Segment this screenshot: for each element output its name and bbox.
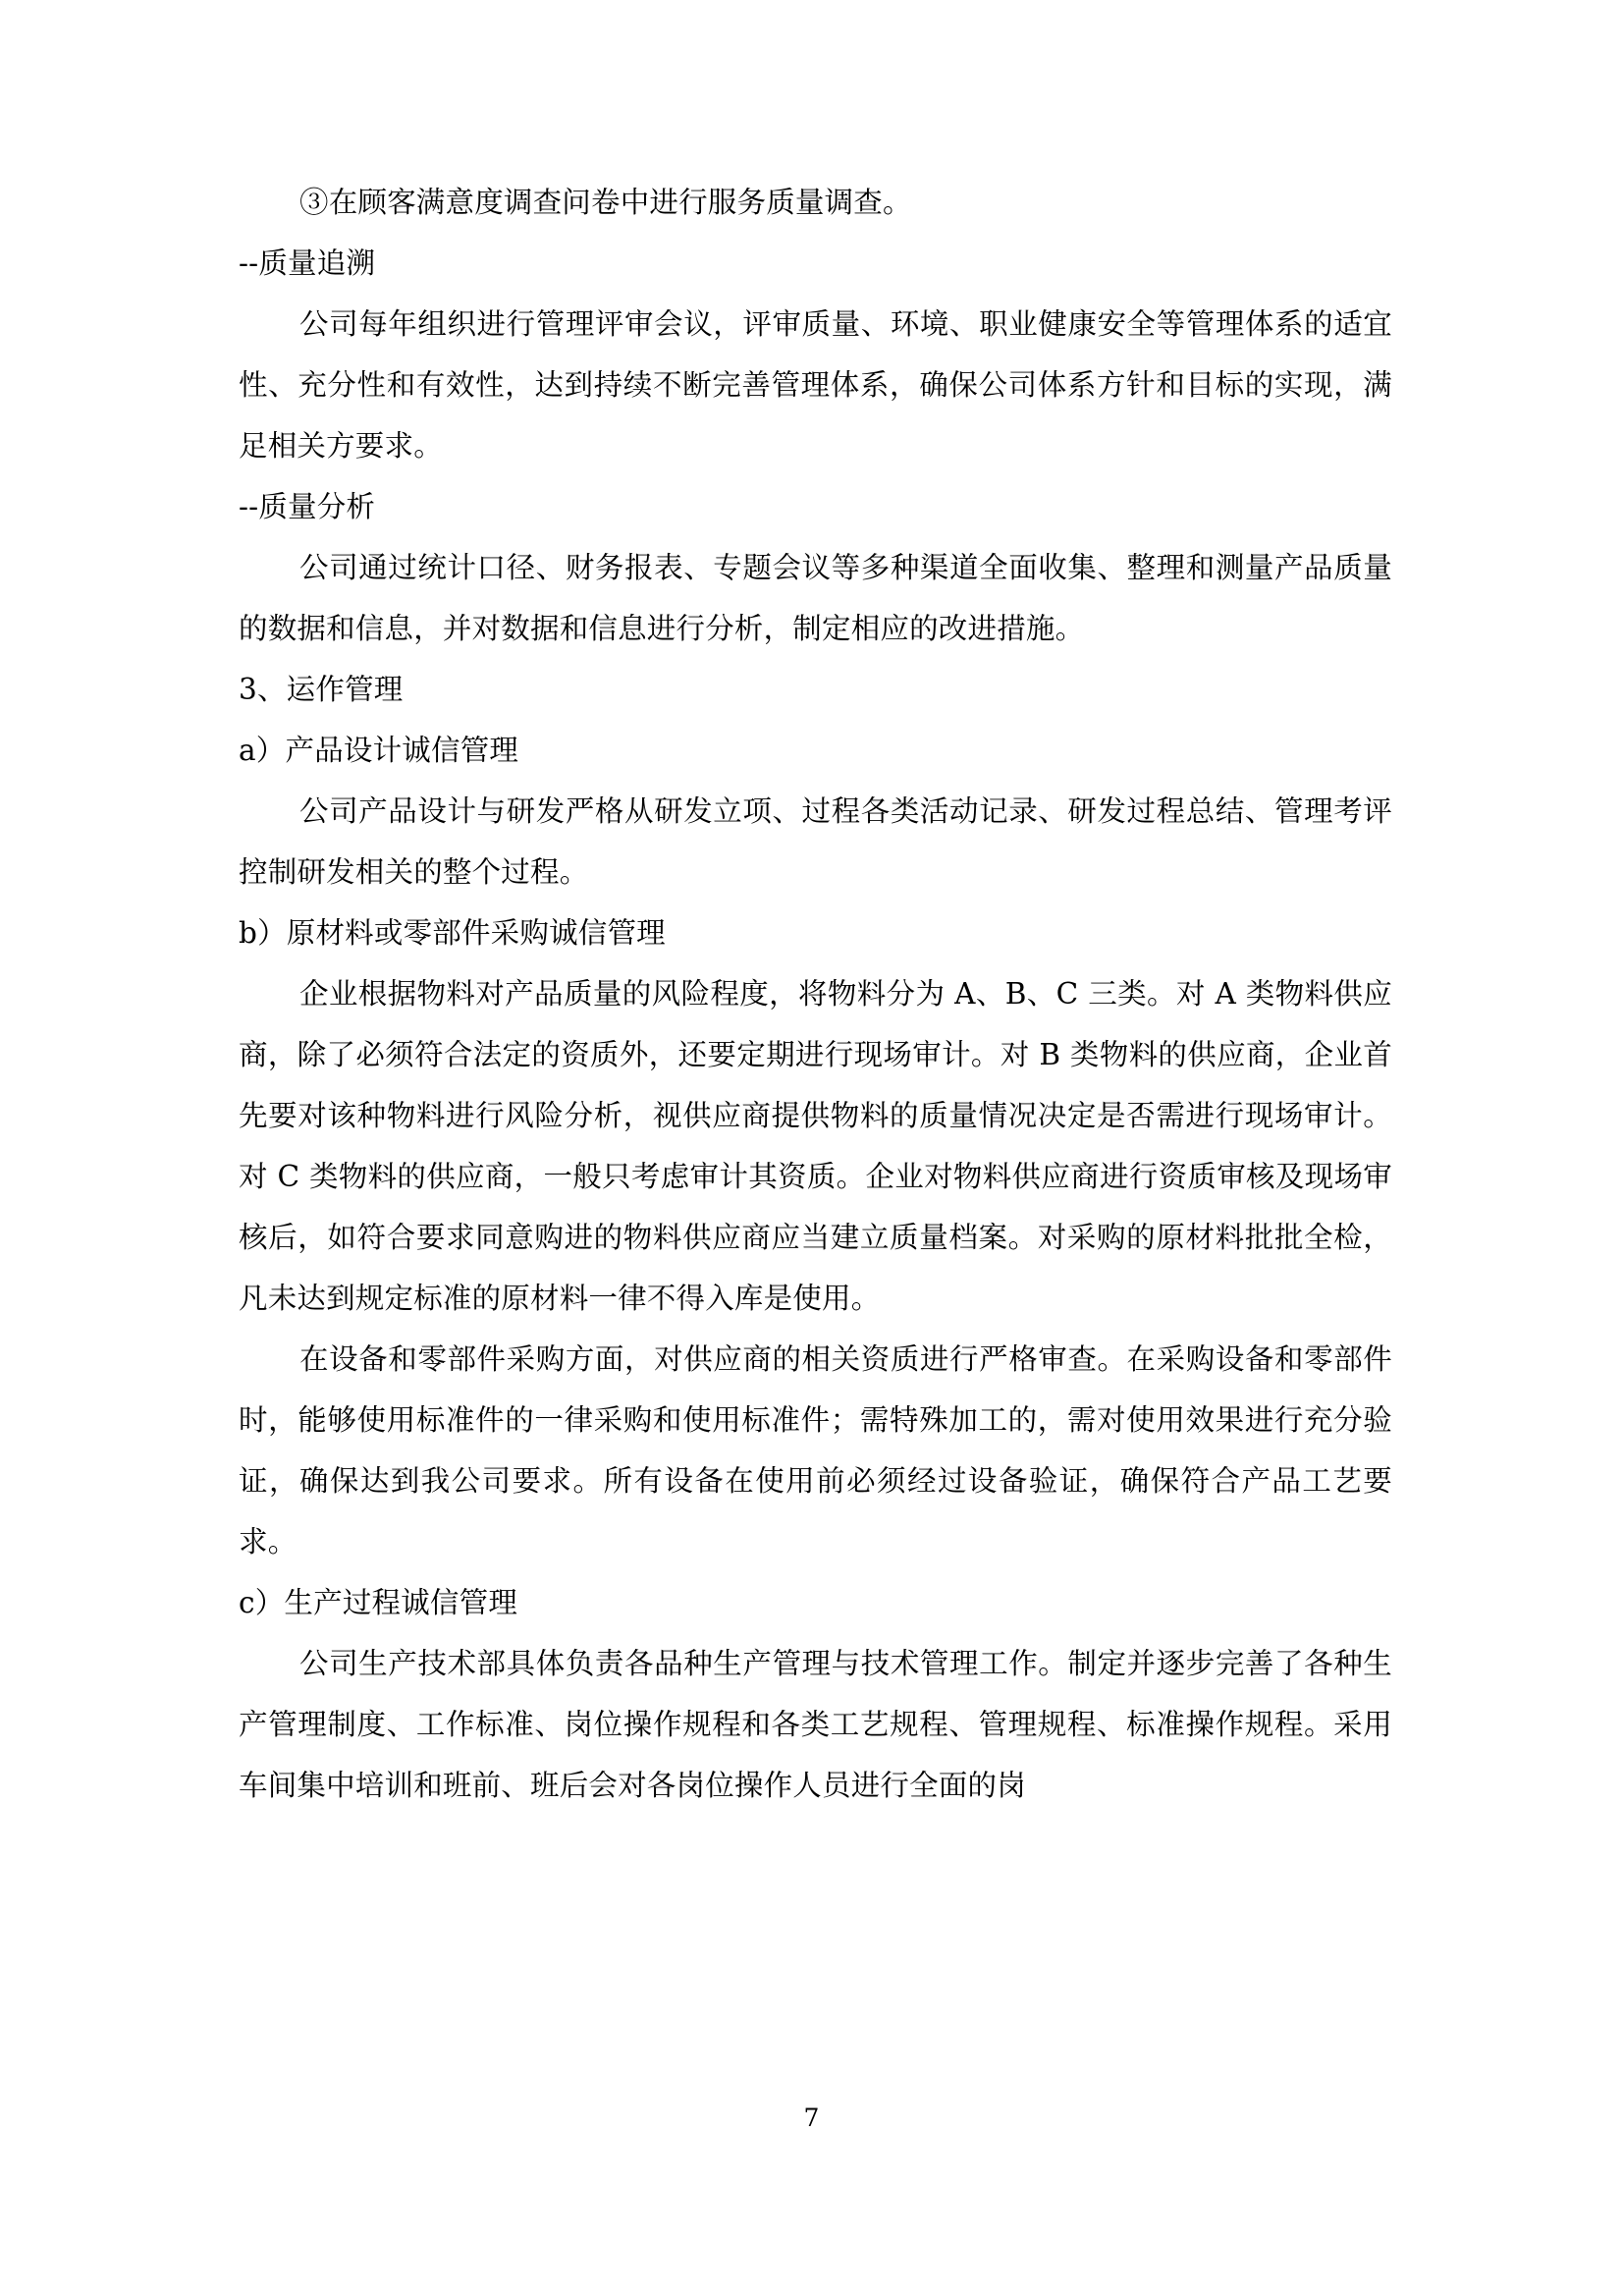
paragraph: 企业根据物料对产品质量的风险程度，将物料分为 A、B、C 三类。对 A 类物料供应商，除了必须符合法定的资质外，还要定期进行现场审计。对 B 类物料的供应商，企业首先要对该种物料进行风险分析，视供应商提供物料的质量情况决定是否需进行现场审计。对 C 类物料的供应商，一般只考虑审计其资质。企业对物料供应商进行资质审核及现场审核后，如符合要求同意购进的物料供应商应当建立质量档案。对采购的原材料批批全检，凡未达到规定标准的原材料一律不得入库是使用。: [239, 977, 1392, 1315]
paragraph: 公司生产技术部具体负责各品种生产管理与技术管理工作。制定并逐步完善了各种生产管理制度、工作标准、岗位操作规程和各类工艺规程、管理规程、标准操作规程。采用车间集中培训和班前、班后会对各岗位操作人员进行全面的岗: [239, 1647, 1392, 1802]
page-number: 7: [803, 2104, 820, 2132]
paragraph: 公司每年组织进行管理评审会议，评审质量、环境、职业健康安全等管理体系的适宜性、充分性和有效性，达到持续不断完善管理体系，确保公司体系方针和目标的实现，满足相关方要求。: [239, 307, 1392, 463]
paragraph: 在设备和零部件采购方面，对供应商的相关资质进行严格审查。在采购设备和零部件时，能够使用标准件的一律采购和使用标准件；需特殊加工的，需对使用效果进行充分验证，确保达到我公司要求。所有设备在使用前必须经过设备验证，确保符合产品工艺要求。: [239, 1342, 1392, 1558]
paragraph: ③在顾客满意度调查问卷中进行服务质量调查。: [299, 186, 912, 219]
paragraph: 公司产品设计与研发严格从研发立项、过程各类活动记录、研发过程总结、管理考评控制研发相关的整个过程。: [239, 794, 1392, 889]
paragraph: 公司通过统计口径、财务报表、专题会议等多种渠道全面收集、整理和测量产品质量的数据和信息，并对数据和信息进行分析，制定相应的改进措施。: [239, 551, 1392, 645]
paragraph: --质量追溯: [239, 246, 376, 280]
paragraph: a）产品设计诚信管理: [239, 734, 519, 767]
paragraph: c）生产过程诚信管理: [239, 1586, 518, 1619]
paragraph: 3、运作管理: [239, 673, 404, 706]
page-body: [239, 172, 1392, 1816]
paragraph: --质量分析: [239, 490, 376, 523]
paragraph: b）原材料或零部件采购诚信管理: [239, 916, 666, 950]
